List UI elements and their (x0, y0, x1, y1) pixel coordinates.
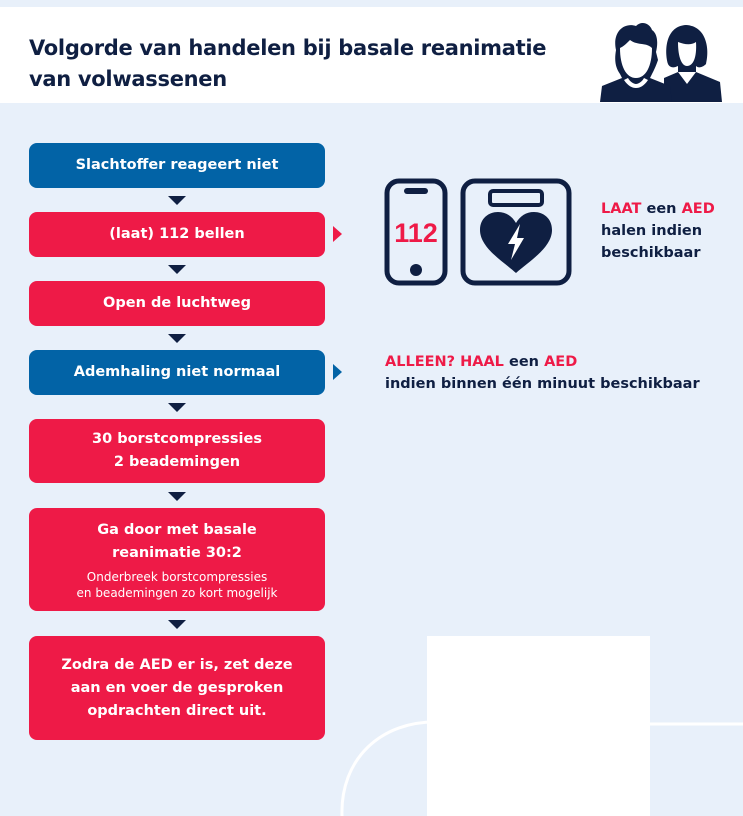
step-label: aan en voer de gesproken (70, 679, 284, 696)
note-highlight: AED (544, 354, 578, 370)
page-title: Volgorde van handelen bij basale reanimatie van volwassenen (29, 36, 547, 91)
step-sublabel: Onderbreek borstcompressies (86, 569, 268, 584)
note-highlight: AED (681, 201, 715, 217)
step-label: opdrachten direct uit. (87, 702, 267, 719)
note-text: beschikbaar (601, 245, 701, 261)
note-text: indien binnen één minuut beschikbaar (385, 376, 700, 392)
step-label: 30 borstcompressies (91, 431, 262, 447)
note-text: een (646, 201, 677, 217)
step-label: 2 beademingen (113, 454, 241, 470)
note-text: een (509, 354, 539, 370)
step-label: reanimatie 30:2 (112, 544, 242, 561)
step-label: Slachtoffer reageert niet (75, 157, 279, 173)
white-panel (427, 636, 650, 816)
step-label: Zodra de AED er is, zet deze (61, 656, 293, 673)
phone-number: 112 (394, 218, 438, 248)
note-highlight: ALLEEN? HAAL (385, 354, 504, 370)
step-label: Ademhaling niet normaal (73, 364, 281, 380)
step-sublabel: en beademingen zo kort mogelijk (76, 585, 278, 600)
note-text: halen indien (601, 223, 703, 239)
note-highlight: LAAT (601, 201, 642, 217)
step-label: (laat) 112 bellen (109, 226, 245, 242)
step-label: Open de luchtweg (103, 295, 251, 311)
step-label: Ga door met basale (97, 521, 257, 538)
